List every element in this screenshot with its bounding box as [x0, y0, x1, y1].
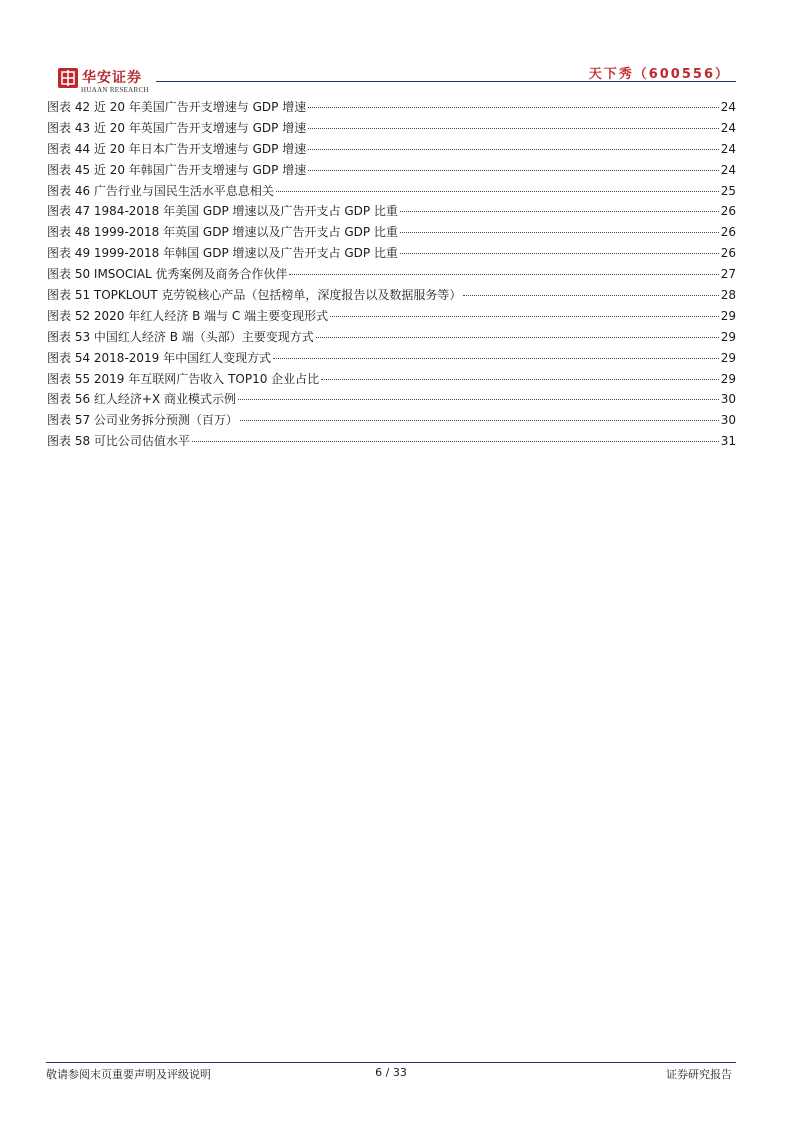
- toc-entry-label: 图表 44 近 20 年日本广告开支增速与 GDP 增速: [47, 141, 307, 156]
- toc-dot-leader: [316, 337, 719, 338]
- toc-entry-label: 图表 45 近 20 年韩国广告开支增速与 GDP 增速: [47, 162, 307, 177]
- toc-entry-label: 图表 42 近 20 年美国广告开支增速与 GDP 增速: [47, 100, 307, 114]
- toc-entry[interactable]: [47, 181, 736, 202]
- logo-english-name: HUAAN RESEARCH: [81, 86, 149, 94]
- toc-dot-leader: [308, 170, 719, 171]
- toc-entry[interactable]: [47, 389, 736, 410]
- footer-divider: [46, 1062, 736, 1063]
- toc-entry-page: 30: [720, 392, 736, 407]
- toc-entry-label: 图表 56 红人经济+X 商业模式示例: [47, 392, 236, 407]
- toc-entry-page: 25: [720, 183, 736, 198]
- page-header: [46, 62, 736, 98]
- disclaimer-note: 敬请参阅末页重要声明及评级说明: [46, 1068, 211, 1081]
- toc-entry[interactable]: [47, 306, 736, 327]
- toc-dot-leader: [308, 107, 719, 108]
- toc-dot-leader: [330, 316, 719, 317]
- toc-dot-leader: [400, 211, 719, 212]
- toc-entry[interactable]: [47, 201, 736, 222]
- toc-entry-page: 29: [720, 371, 736, 386]
- toc-entry[interactable]: [47, 369, 736, 390]
- toc-entry-label: 图表 52 2020 年红人经济 B 端与 C 端主要变现形式: [47, 308, 329, 323]
- toc-entry-label: 图表 43 近 20 年英国广告开支增速与 GDP 增速: [47, 120, 307, 135]
- toc-entry[interactable]: [47, 139, 736, 160]
- toc-dot-leader: [463, 295, 718, 296]
- toc-entry[interactable]: [47, 348, 736, 369]
- toc-dot-leader: [308, 149, 719, 150]
- toc-entry[interactable]: [47, 264, 736, 285]
- toc-entry[interactable]: [47, 160, 736, 181]
- report-type: 证券研究报告: [666, 1068, 732, 1081]
- toc-dot-leader: [276, 191, 719, 192]
- toc-entry-page: 26: [720, 225, 736, 240]
- toc-entry[interactable]: [47, 327, 736, 348]
- toc-entry-label: 图表 46 广告行业与国民生活水平息息相关: [47, 183, 274, 198]
- toc-entry-label: 图表 58 可比公司估值水平: [47, 434, 190, 449]
- toc-entry-page: 29: [720, 308, 736, 323]
- report-title: 天下秀（600556）: [588, 67, 730, 82]
- toc-entry-page: 26: [720, 246, 736, 261]
- huaan-logo-icon: [58, 68, 78, 88]
- logo-chinese-name: 华安证券: [82, 70, 142, 86]
- toc-entry[interactable]: [47, 285, 736, 306]
- toc-entry-page: 29: [720, 329, 736, 344]
- toc-entry-page: 24: [720, 100, 736, 114]
- toc-dot-leader: [308, 128, 719, 129]
- toc-entry-page: 27: [720, 267, 736, 282]
- toc-entry-label: 图表 53 中国红人经济 B 端（头部）主要变现方式: [47, 329, 314, 344]
- toc-entry-page: 28: [720, 288, 736, 303]
- toc-entry-page: 24: [720, 141, 736, 156]
- toc-entry-page: 29: [720, 350, 736, 365]
- page-number: 6 / 33: [375, 1066, 407, 1079]
- toc-dot-leader: [400, 253, 719, 254]
- toc-entry-label: 图表 50 IMSOCIAL 优秀案例及商务合作伙伴: [47, 267, 288, 282]
- toc-dot-leader: [289, 274, 718, 275]
- toc-entry-label: 图表 57 公司业务拆分预测（百万）: [47, 413, 238, 428]
- toc-entry[interactable]: [47, 410, 736, 431]
- toc-dot-leader: [240, 420, 719, 421]
- toc-dot-leader: [400, 232, 719, 233]
- toc-entry[interactable]: [47, 431, 736, 452]
- toc-dot-leader: [192, 441, 719, 442]
- toc-entry-label: 图表 48 1999-2018 年英国 GDP 增速以及广告开支占 GDP 比重: [47, 225, 398, 240]
- toc-entry-page: 26: [720, 204, 736, 219]
- toc-dot-leader: [273, 358, 719, 359]
- toc-entry-label: 图表 51 TOPKLOUT 克劳锐核心产品（包括榜单，深度报告以及数据服务等）: [47, 288, 462, 303]
- toc-entry[interactable]: [47, 97, 736, 118]
- toc-entry[interactable]: [47, 243, 736, 264]
- toc-entry-label: 图表 47 1984-2018 年美国 GDP 增速以及广告开支占 GDP 比重: [47, 204, 398, 219]
- toc-entry-label: 图表 54 2018-2019 年中国红人变现方式: [47, 350, 272, 365]
- toc-entry-page: 24: [720, 162, 736, 177]
- toc-entry-label: 图表 55 2019 年互联网广告收入 TOP10 企业占比: [47, 371, 320, 386]
- figure-index-list: [47, 97, 736, 452]
- toc-entry[interactable]: [47, 222, 736, 243]
- toc-entry-page: 30: [720, 413, 736, 428]
- toc-entry-page: 31: [720, 434, 736, 449]
- toc-entry-page: 24: [720, 120, 736, 135]
- toc-dot-leader: [238, 399, 719, 400]
- page-footer: [46, 1066, 736, 1082]
- toc-entry-label: 图表 49 1999-2018 年韩国 GDP 增速以及广告开支占 GDP 比重: [47, 246, 398, 261]
- toc-dot-leader: [321, 379, 719, 380]
- toc-entry[interactable]: [47, 118, 736, 139]
